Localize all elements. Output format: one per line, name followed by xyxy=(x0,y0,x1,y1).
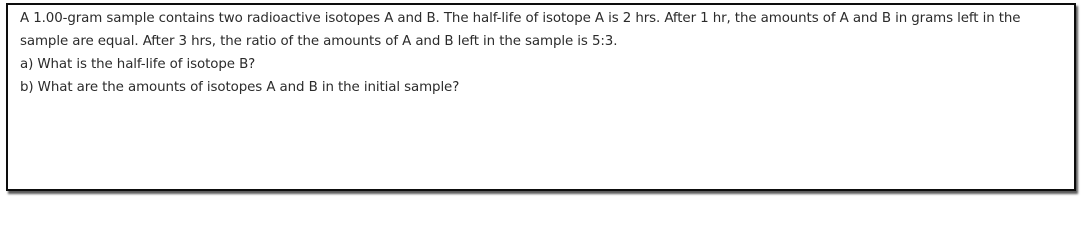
question-b: b) What are the amounts of isotopes A and B in the initial sample? xyxy=(20,80,460,95)
question-a: a) What is the half-life of isotope B? xyxy=(20,57,256,72)
problem-content xyxy=(20,7,1064,99)
problem-statement: A 1.00-gram sample contains two radioactive isotopes A and B. The half-life of isotope A is 2 hrs. After 1 hr, the amounts of A and B in grams left in the sample are equal. After 3 hrs, the ratio of the amounts of A and B left in the sample is 5:3. xyxy=(20,11,1021,49)
problem-card xyxy=(6,3,1076,191)
